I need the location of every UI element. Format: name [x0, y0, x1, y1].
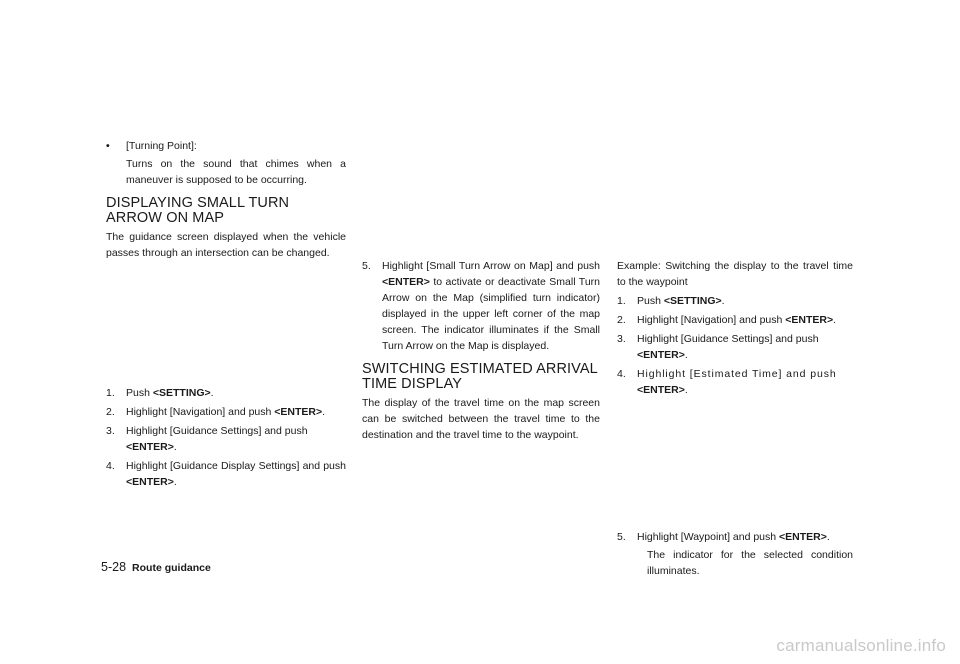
step-text: Highlight [Guidance Settings] and push [126, 425, 308, 437]
column-left [106, 138, 346, 493]
step-key: <ENTER> [382, 276, 430, 288]
step-2 [617, 312, 853, 328]
step-number: 1. [617, 295, 626, 307]
section-intro: The display of the travel time on the map screen can be switched between the travel time to the destination and the travel time to the waypoint. [362, 397, 600, 441]
step-5 [617, 529, 853, 579]
step-key: <SETTING> [663, 295, 722, 307]
watermark: carmanualsonline.info [776, 636, 946, 655]
step-5 [362, 258, 600, 354]
step-number: 2. [617, 314, 626, 326]
step-after: . [173, 441, 177, 453]
step-text: Highlight [Navigation] and push [126, 406, 275, 418]
bullet-description: Turns on the sound that chimes when a maneuver is supposed to be occurring. [126, 158, 346, 186]
step-4 [106, 458, 346, 490]
step-key: <ENTER> [274, 406, 323, 418]
step-key: <ENTER> [126, 476, 174, 488]
step-after: . [721, 295, 725, 307]
step-after: . [684, 349, 688, 361]
step-text: Highlight [Guidance Display Settings] and push [126, 460, 346, 472]
section-heading-small-turn-arrow: DISPLAYING SMALL TURN ARROW ON MAP [106, 195, 290, 226]
step-after: . [833, 314, 837, 326]
step-4 [617, 366, 853, 398]
step-text: Highlight [Waypoint] and push [637, 531, 780, 543]
step-number: 3. [617, 333, 626, 345]
step-key: <ENTER> [126, 441, 174, 453]
bullet-title: [Turning Point]: [126, 140, 197, 152]
step-text: Highlight [Estimated Time] and push [637, 368, 837, 380]
step-1 [617, 293, 853, 309]
step-number: 4. [106, 460, 115, 472]
step-after: . [322, 406, 326, 418]
image-placeholder-space [106, 261, 346, 385]
step-number: 1. [106, 387, 115, 399]
steps-list-right [617, 293, 853, 398]
step-key: <ENTER> [637, 349, 685, 361]
step-1 [106, 385, 346, 401]
step-after: . [210, 387, 214, 399]
page-number: 5-28 [101, 560, 127, 574]
step-3 [106, 423, 346, 455]
steps-list-right-2 [617, 529, 853, 579]
section-intro: The guidance screen displayed when the vehicle passes through an intersection can be changed. [106, 231, 346, 259]
step-key: <ENTER> [779, 531, 827, 543]
step-3 [617, 331, 853, 363]
section-name: Route guidance [132, 562, 211, 574]
step-number: 5. [362, 260, 371, 272]
step-after: . [173, 476, 177, 488]
step-description: The indicator for the selected condition illuminates. [647, 549, 853, 577]
step-text: Push [637, 295, 664, 307]
column-middle [362, 258, 600, 443]
image-placeholder-space [617, 401, 853, 529]
step-number: 4. [617, 368, 626, 380]
step-text: Highlight [Small Turn Arrow on Map] and push [382, 260, 600, 272]
step-key: <ENTER> [637, 384, 685, 396]
steps-list-middle [362, 258, 600, 354]
step-text: Highlight [Guidance Settings] and push [637, 333, 819, 345]
step-text-continued: to activate or deactivate Small Turn Arrow on the Map (simplified turn indicator) displayed in the upper left corner of the map screen. The indicator illuminates if the Small Turn Arrow on the Map is displayed. [382, 276, 600, 352]
step-key: <ENTER> [785, 314, 834, 326]
page-footer [101, 560, 211, 574]
step-number: 3. [106, 425, 115, 437]
bullet-dot: • [106, 140, 110, 152]
bullet-turning-point [106, 138, 346, 154]
step-number: 5. [617, 531, 626, 543]
step-2 [106, 404, 346, 420]
column-right [617, 258, 853, 582]
step-text: Push [126, 387, 153, 399]
example-intro: Example: Switching the display to the travel time to the waypoint [617, 260, 853, 288]
step-key: <SETTING> [152, 387, 211, 399]
step-number: 2. [106, 406, 115, 418]
step-after: . [684, 384, 689, 396]
step-after: . [826, 531, 830, 543]
step-text: Highlight [Navigation] and push [637, 314, 786, 326]
section-heading-estimated-arrival: SWITCHING ESTIMATED ARRIVAL TIME DISPLAY [362, 361, 598, 392]
steps-list-left [106, 385, 346, 490]
